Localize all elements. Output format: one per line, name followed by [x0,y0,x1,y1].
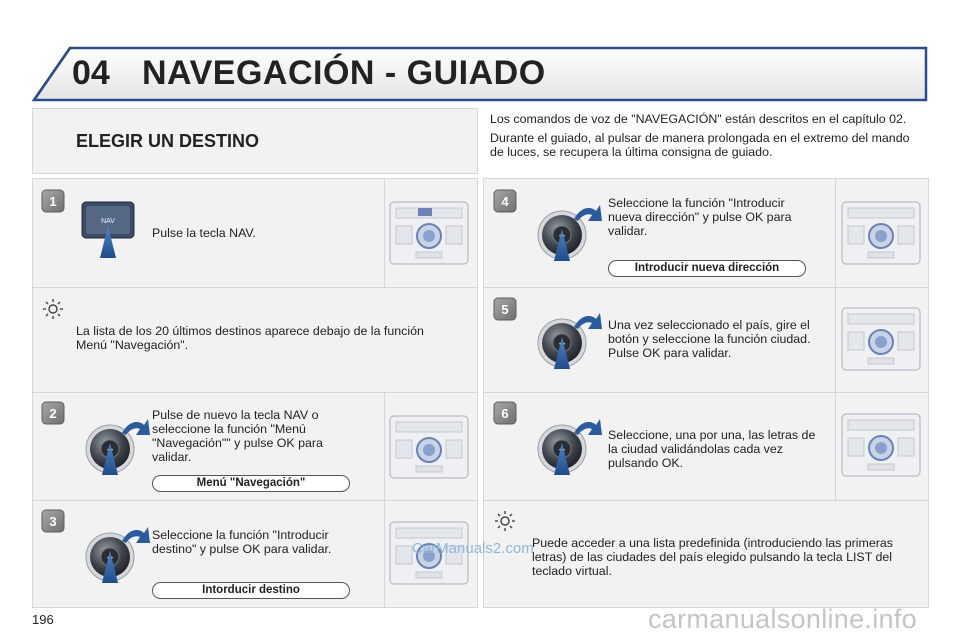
rotary-knob-icon [82,512,152,596]
divider [483,392,929,393]
rotary-knob-icon [534,298,604,382]
console-thumbnail [840,410,922,480]
step-2-text: Pulse de nuevo la tecla NAV o seleccione la función "Menú "Navegación"" y pulse OK para validar. [152,408,323,464]
section-title: ELEGIR UN DESTINO [76,131,260,151]
divider [32,392,478,393]
step-3-text: Seleccione la función "Introducir destino" y pulse OK para validar. [152,528,332,556]
tip-icon [494,510,516,532]
svg-text:3: 3 [49,514,57,529]
step-badge-2 [40,400,66,426]
rotary-knob-icon [534,190,604,274]
watermark: carmanualsonline.info [648,604,917,634]
step-badge-4 [492,188,518,214]
rotary-knob-icon [82,404,152,488]
console-thumbnail [388,198,470,268]
console-thumbnail [840,198,922,268]
svg-text:2: 2 [49,406,57,421]
console-thumbnail [840,304,922,374]
watermark-small: CarManuals2.com [412,540,534,557]
divider [483,287,929,288]
step-4-text: Seleccione la función "Introducir nueva dirección" y pulse OK para validar. [608,196,792,238]
divider [32,500,478,501]
divider [384,178,385,287]
step-6-text: Seleccione, una por una, las letras de la ciudad validándolas cada vez pulsando OK. [608,428,816,470]
menu-label-introducir-nueva-direccion: Introducir nueva dirección [608,260,806,277]
menu-label-introducir-destino: Intorducir destino [152,582,350,599]
intro-paragraph-1: Los comandos de voz de "NAVEGACIÓN" están descritos en el capítulo 02. [490,112,907,126]
console-thumbnail [388,412,470,482]
divider [483,500,929,501]
page-title: NAVEGACIÓN - GUIADO [142,54,546,92]
step-badge-1 [40,188,66,214]
tip-icon [42,298,64,320]
svg-text:5: 5 [501,302,509,317]
step-5-text: Una vez seleccionado el país, gire el botón y seleccione la función ciudad. Pulse OK para validar. [608,318,811,360]
intro-text [490,112,910,164]
chapter-number: 04 [72,54,110,92]
svg-text:1: 1 [49,194,57,209]
menu-label-navegacion: Menú "Navegación" [152,475,350,492]
page-number: 196 [32,612,54,627]
svg-text:NAV: NAV [101,218,115,225]
intro-paragraph-2: Durante el guiado, al pulsar de manera prolongada en el extremo del mando de luces, se recupera la última consigna de guiado. [490,131,910,159]
divider [32,287,478,288]
step-1-text: Pulse la tecla NAV. [152,226,256,240]
svg-text:4: 4 [501,194,509,209]
step-badge-3 [40,508,66,534]
rotary-knob-icon [534,404,604,488]
step-badge-5 [492,296,518,322]
nav-key-icon [80,198,138,260]
tip-1-text: La lista de los 20 últimos destinos aparece debajo de la función Menú "Navegación". [76,324,424,352]
step-badge-6 [492,400,518,426]
divider [835,178,836,500]
tip-2-text: Puede acceder a una lista predefinida (introduciendo las primeras letras) de las ciudades del país elegido pulsando la tecla LIST del teclado virtual. [532,536,893,578]
divider [384,392,385,608]
svg-text:6: 6 [501,406,509,421]
